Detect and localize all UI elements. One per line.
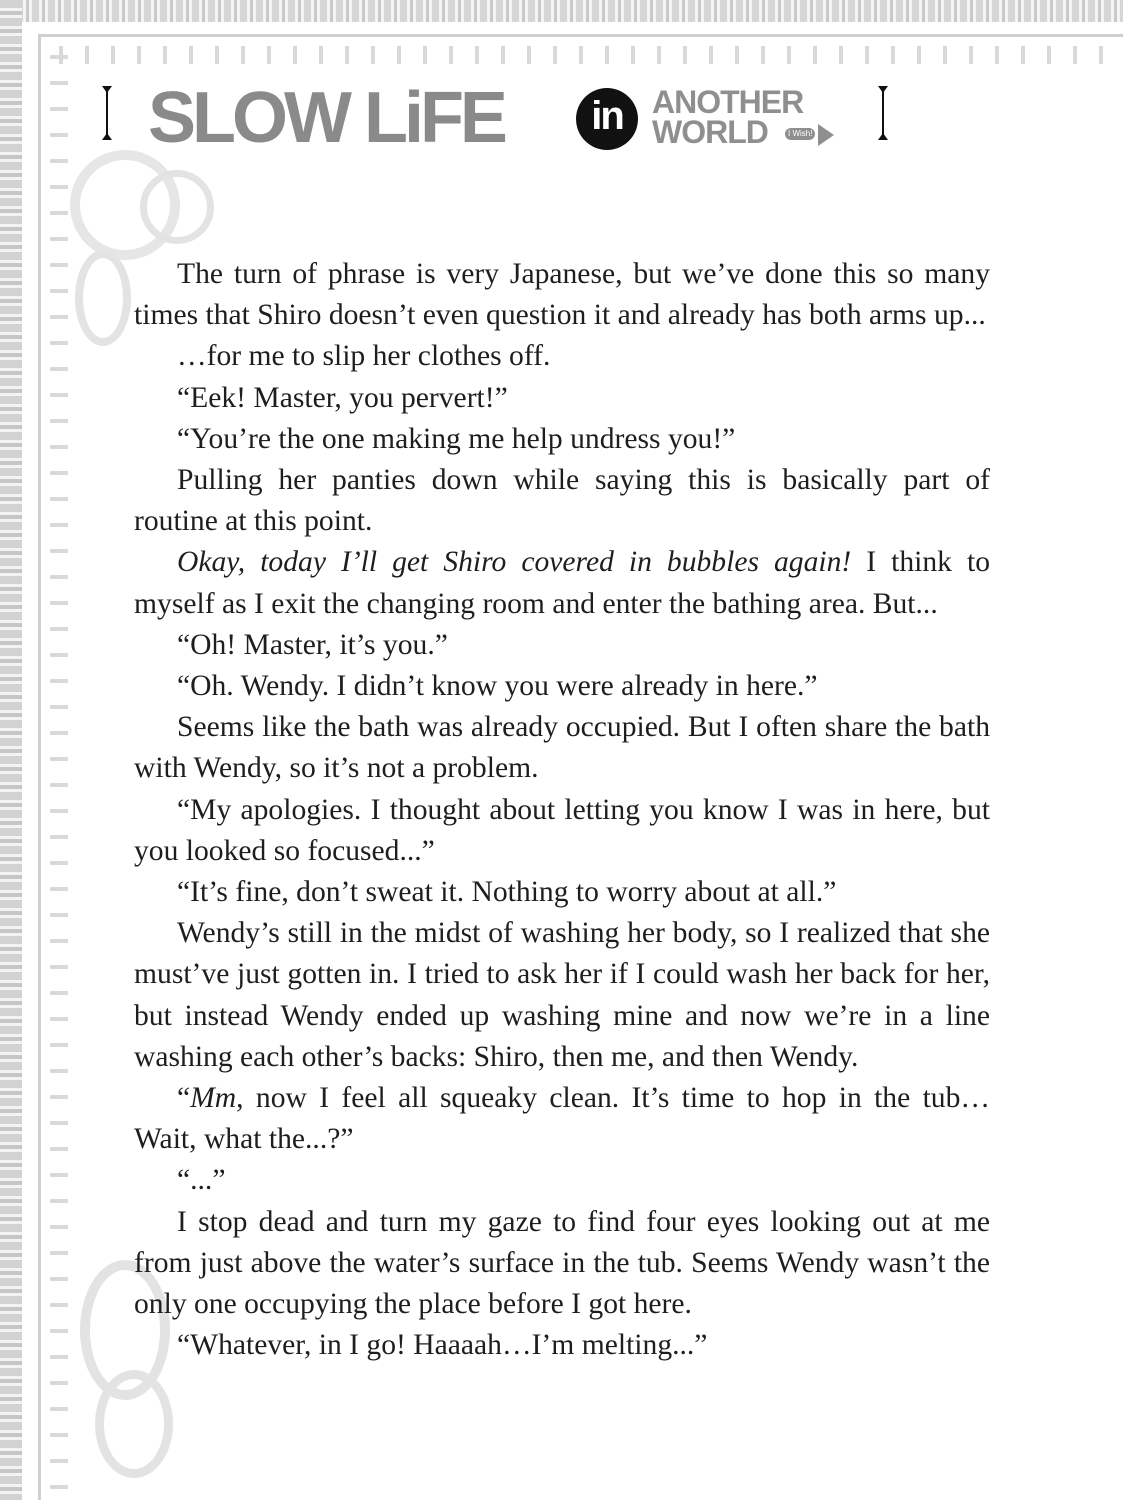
paragraph: Pulling her panties down while saying this is basically part of routine at this point. xyxy=(134,464,990,538)
flourish-ornament xyxy=(75,250,131,346)
logo-title: SLOW LiFE xyxy=(148,78,504,158)
paragraph: “Eek! Master, you pervert!” xyxy=(177,381,508,414)
decorative-border-top xyxy=(0,0,1123,22)
diamond-pattern-top xyxy=(50,46,1123,64)
border-rule-left xyxy=(38,34,41,1500)
diamond-pattern-left xyxy=(50,46,68,1500)
page-body xyxy=(134,254,990,1366)
border-rule-top xyxy=(38,34,1123,37)
paragraph: …for me to slip her clothes off. xyxy=(177,340,551,373)
paragraph: “You’re the one making me help undress you!” xyxy=(177,422,736,455)
paragraph: “Oh. Wendy. I didn’t know you were already in here.” xyxy=(177,670,818,703)
paragraph: Seems like the bath was already occupied. But I often share the bath with Wendy, so it’s not a problem. xyxy=(134,711,990,785)
paragraph: Wendy’s still in the midst of washing her body, so I realized that she must’ve just gotten in. I tried to ask her if I could wash her back for her, but instead Wendy ended up washing mine and now we’re in a line washing each other’s backs: Shiro, then me, and then Wendy. xyxy=(134,917,990,1073)
logo-another-text: ANOTHER xyxy=(652,84,804,120)
arrow-icon xyxy=(818,124,834,146)
paragraph: The turn of phrase is very Japanese, but we’ve done this so many times that Shiro doesn’t even question it and already has both arms up... xyxy=(134,258,990,332)
italic-thought: Okay, today I’ll get Shiro covered in bubbles again! xyxy=(177,546,852,579)
logo-iwish-tag: I Wish! xyxy=(785,128,815,140)
paragraph: “My apologies. I thought about letting you know I was in here, but you looked so focused...” xyxy=(134,793,990,867)
paragraph: “Oh! Master, it’s you.” xyxy=(177,628,448,661)
series-logo xyxy=(100,78,900,162)
italic-word: Mm xyxy=(190,1082,237,1115)
paragraph: “Mm, now I feel all squeaky clean. It’s time to hop in the tub… Wait, what the...?” xyxy=(134,1082,990,1156)
paragraph: “...” xyxy=(177,1164,226,1197)
flourish-ornament xyxy=(140,170,214,244)
paragraph: “It’s fine, don’t sweat it. Nothing to worry about at all.” xyxy=(177,876,837,909)
flourish-ornament xyxy=(95,1370,173,1478)
logo-bracket-left xyxy=(106,88,114,138)
logo-world-text: WORLD xyxy=(652,114,768,150)
paragraph: I stop dead and turn my gaze to find four eyes looking out at me from just above the water’s surface in the tub. Seems Wendy wasn’t the only one occupying the place before I got here. xyxy=(134,1205,990,1321)
logo-bracket-right xyxy=(882,88,890,138)
paragraph: Okay, today I’ll get Shiro covered in bubbles again! I think to myself as I exit the changing room and enter the bathing area. But... xyxy=(134,546,990,620)
decorative-border-left xyxy=(0,0,22,1500)
paragraph: “Whatever, in I go! Haaaah…I’m melting...” xyxy=(177,1329,708,1362)
logo-in-badge: in xyxy=(576,88,638,150)
